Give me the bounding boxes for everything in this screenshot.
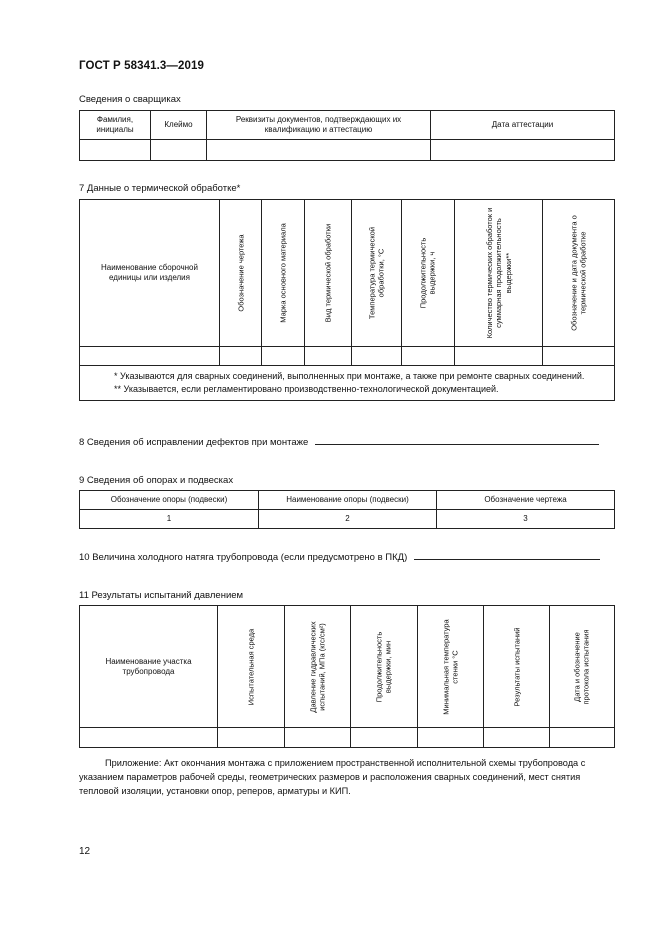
pressure-col-pressure-text: Давление гидравлических испытаний, МПа (кгс/см²) bbox=[308, 620, 327, 713]
supports-table bbox=[79, 490, 615, 529]
pressure-tests-section-title: 11 Результаты испытаний давлением bbox=[79, 590, 244, 601]
heat-col-type-text: Вид термической обработки bbox=[323, 223, 333, 323]
pressure-col-section: Наименование участка трубопровода bbox=[80, 606, 218, 728]
welders-col-stamp: Клеймо bbox=[151, 111, 207, 140]
heat-empty-cell bbox=[305, 347, 352, 366]
heat-empty-cell bbox=[402, 347, 455, 366]
supports-col-number-1: 1 bbox=[80, 510, 259, 529]
welders-col-name: Фамилия, инициалы bbox=[80, 111, 151, 140]
heat-empty-cell bbox=[220, 347, 262, 366]
pressure-col-pressure bbox=[285, 606, 351, 728]
supports-col-drawing: Обозначение чертежа bbox=[437, 491, 615, 510]
heat-note-2: ** Указывается, если регламентировано производственно-технологической документацией. bbox=[114, 384, 499, 395]
cold-tension-section-title: 10 Величина холодного натяга трубопровода (если предусмотрено в ПКД) bbox=[79, 552, 408, 563]
pressure-col-protocol bbox=[550, 606, 615, 728]
defects-section-title: 8 Сведения об исправлении дефектов при монтаже bbox=[79, 437, 309, 448]
defects-section bbox=[79, 436, 599, 448]
welders-section-title: Сведения о сварщиках bbox=[79, 94, 181, 105]
pressure-col-results-text: Результаты испытаний bbox=[511, 626, 521, 707]
heat-empty-cell bbox=[543, 347, 615, 366]
pressure-col-duration-text: Продолжительность выдержки, мин bbox=[374, 631, 393, 702]
supports-col-name: Наименование опоры (подвески) bbox=[259, 491, 437, 510]
heat-col-duration bbox=[402, 200, 455, 347]
heat-col-document bbox=[543, 200, 615, 347]
welders-empty-cell bbox=[80, 140, 151, 161]
pressure-empty-cell bbox=[285, 728, 351, 748]
appendix-text: Приложение: Акт окончания монтажа с приложением пространственной исполнительной схемы трубопровода с указанием параметров рабочей среды, геометрических размеров и расположения сварных соединений, мест снятия тепловой изоляции, установки опор, реперов, арматуры и КИП. bbox=[79, 758, 586, 796]
heat-col-type bbox=[305, 200, 352, 347]
welders-empty-cell bbox=[431, 140, 615, 161]
heat-col-unit-name: Наименование сборочной единицы или изделия bbox=[80, 200, 220, 347]
heat-empty-cell bbox=[352, 347, 402, 366]
heat-treatment-section-title: 7 Данные о термической обработке* bbox=[79, 183, 241, 194]
heat-empty-cell bbox=[455, 347, 543, 366]
welders-empty-cell bbox=[151, 140, 207, 161]
page-number: 12 bbox=[79, 846, 91, 857]
pressure-col-medium bbox=[218, 606, 285, 728]
heat-notes-cell bbox=[80, 366, 615, 401]
heat-empty-cell bbox=[80, 347, 220, 366]
welders-empty-cell bbox=[207, 140, 431, 161]
pressure-tests-table bbox=[79, 605, 615, 748]
defects-fill-line bbox=[315, 436, 599, 445]
supports-col-number-3: 3 bbox=[437, 510, 615, 529]
supports-col-number-2: 2 bbox=[259, 510, 437, 529]
cold-tension-section bbox=[79, 551, 600, 563]
welders-col-documents: Реквизиты документов, подтверждающих их квалификацию и аттестацию bbox=[207, 111, 431, 140]
heat-treatment-table bbox=[79, 199, 615, 401]
cold-tension-fill-line bbox=[414, 551, 600, 560]
welders-col-date: Дата аттестации bbox=[431, 111, 615, 140]
pressure-empty-cell bbox=[80, 728, 218, 748]
pressure-empty-cell bbox=[418, 728, 484, 748]
pressure-col-protocol-text: Дата и обозначение протокола испытания bbox=[572, 628, 591, 705]
heat-col-drawing bbox=[220, 200, 262, 347]
pressure-col-results bbox=[484, 606, 550, 728]
pressure-empty-cell bbox=[550, 728, 615, 748]
welders-table bbox=[79, 110, 615, 161]
heat-col-drawing-text: Обозначение чертежа bbox=[235, 234, 245, 312]
heat-col-document-text: Обозначение и дата документа о термической обработке bbox=[569, 215, 588, 331]
appendix bbox=[79, 757, 614, 798]
pressure-empty-cell bbox=[351, 728, 418, 748]
heat-col-material-text: Марка основного материала bbox=[278, 223, 288, 323]
heat-col-count bbox=[455, 200, 543, 347]
heat-col-count-text: Количество термических обработок и суммарная продолжительность выдержки** bbox=[484, 207, 513, 339]
document-code: ГОСТ Р 58341.3—2019 bbox=[79, 60, 204, 72]
heat-empty-cell bbox=[262, 347, 305, 366]
supports-section-title: 9 Сведения об опорах и подвесках bbox=[79, 475, 234, 486]
heat-col-duration-text: Продолжительность выдержки, ч bbox=[418, 237, 437, 309]
pressure-empty-cell bbox=[484, 728, 550, 748]
pressure-col-temperature-text: Минимальная температура стенки °С bbox=[441, 618, 460, 715]
heat-note-1: * Указываются для сварных соединений, выполненных при монтаже, а также при ремонте сварных соединений. bbox=[114, 371, 585, 381]
heat-col-material bbox=[262, 200, 305, 347]
heat-col-temperature-text: Температура термической обработки, °С bbox=[367, 226, 386, 320]
pressure-col-temperature bbox=[418, 606, 484, 728]
supports-col-designation: Обозначение опоры (подвески) bbox=[80, 491, 259, 510]
heat-col-temperature bbox=[352, 200, 402, 347]
pressure-empty-cell bbox=[218, 728, 285, 748]
pressure-col-medium-text: Испытательная среда bbox=[246, 628, 256, 705]
pressure-col-duration bbox=[351, 606, 418, 728]
